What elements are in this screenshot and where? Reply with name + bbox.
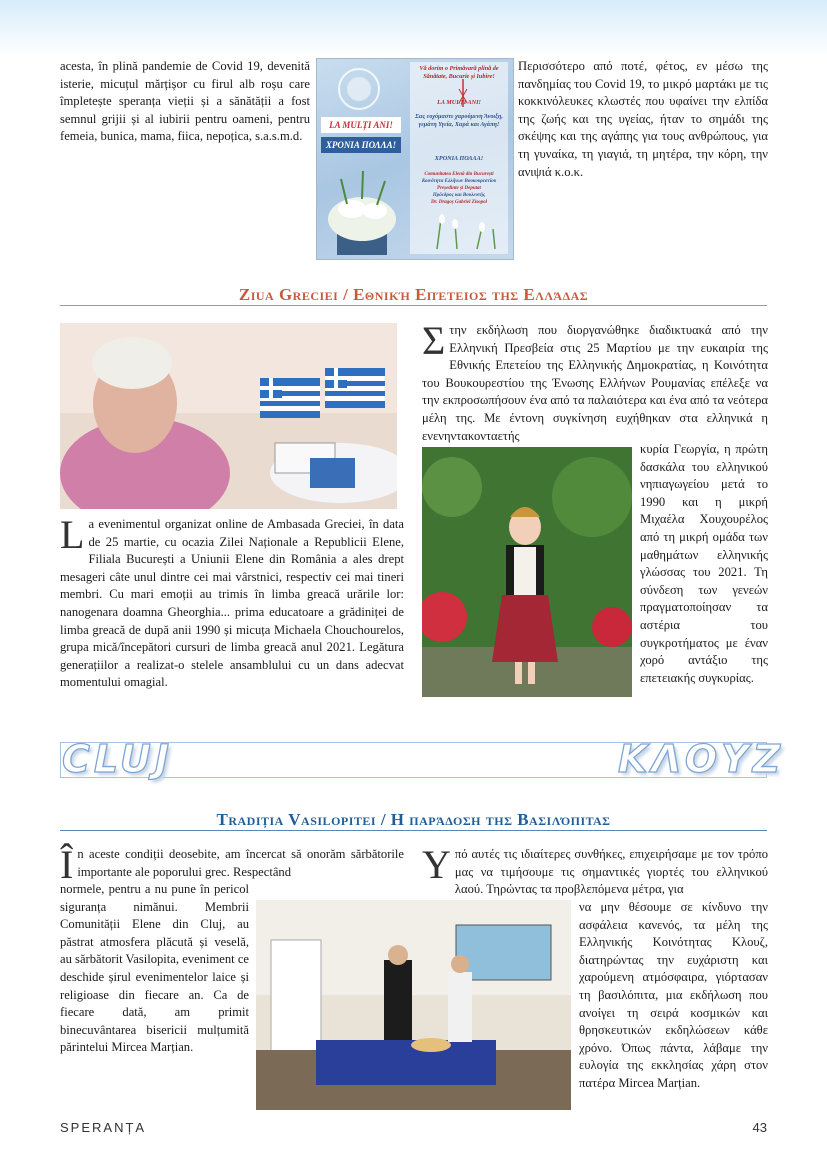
section1-ro-text: a evenimentul organizat online de Ambasada Greciei, în data de 25 martie, cu ocazia Zilei Naționale a Republicii Elene, Filiala București a Uniunii Elene din România a ales drept mesageri câte unul dintre cei mai vârstnici, respectiv cei mai tineri membri. Cu mari emoții au trimis în limba greacă urările lor: nanogenara doamna Gheorghia... prima educatoare a grădiniței de limba greacă de după anii 1990 și micuța Michaela Chouchourelos, grupa mică/începători cursuri de limba greacă anul 2021. Legătura generațiilor a realizat-o stelele ansamblului cu un dans adecvat momentului omagial. (60, 517, 404, 690)
section2-gr-paragraph-top (422, 842, 768, 899)
elderly-woman-illustration (60, 323, 397, 509)
section2-ro-text-top: n aceste condiții deosebite, am încercat să onorăm sărbătorile importante ale poporului grec. Respectând (77, 847, 404, 879)
card-signature-2: Κοινότητα Ελλήνων Βουκουρεστίου (421, 179, 497, 184)
section1-gr-paragraph-top (422, 318, 768, 445)
card-ro-wish: Vă dorim o Primăvară plină de Sănătate, Bucurie și Iubire! (419, 65, 499, 80)
card-signature-3: Președinte și Deputat (437, 186, 481, 191)
card-ribbon-ro: LA MULȚI ANI! (321, 117, 401, 133)
top-right-paragraph: Περισσότερο από ποτέ, φέτος, εν μέσω της πανδημίας του Covid 19, το μικρό μαρτάκι με τις κοκκινόλευκες κλωστές που υφαίνει την ελπίδα της ζωής και της υγείας, ήταν το σημάδι της σκέψης και της αγάπης για τους ανθρώπους, για τη γυναίκα, τη γιαγιά, τη μητέρα, την κόρη, την ανιψιά κ.ο.κ. (518, 59, 768, 179)
top-left-paragraph: acesta, în plină pandemie de Covid 19, devenită isterie, micuțul mărțișor cu firul alb roșu care împletește speranța vieții și a sănătății a fost semnul grijii și al iubirii pentru oameni, pentru femeia, bunica, mama, fiica, nepoțica, s.a.s.m.d. (60, 59, 310, 144)
dropcap-sigma: Σ (422, 318, 446, 363)
section-divider (60, 305, 767, 306)
section1-gr-text-top: την εκδήλωση που διοργανώθηκε διαδικτυακά από την Ελληνική Πρεσβεία στις 25 Μαρτίου με την ευκαιρία της Εθνικής Επετείου της Ελληνικής Δημοκρατίας, η Κοινότητα του Βουκουρεστίου της Ένωσης Ελλήνων Ρουμανίας επέλεξε να την εκπροσωπήσουν ένα από τα παλαιότερα και ένα από τα νεότερα μέλη της. Με έντονη συγκίνηση ευχήθηκαν στα ελληνικά η ενενηντακονταετής (422, 323, 768, 443)
card-signature-5: Dr. Dragoș Gabriel Zisopol (430, 200, 488, 205)
city-banner-ro: CLUJ (62, 737, 174, 781)
card-signature-1: Comunitatea Elenă din București (424, 172, 494, 177)
magazine-name: SPERANȚA (60, 1120, 147, 1135)
section-title-vasilopita: Tradiția Vasilopitei / Η παράδοση της Βασιλόπιτας (216, 810, 611, 829)
vasilopita-event-illustration (256, 900, 571, 1110)
card-gr-wish: Σας ευχόμαστε χαρούμενη Άνοιξη, γεμάτη Υγεία, Χαρά και Αγάπη! (415, 113, 503, 128)
dropcap-i: Î (60, 842, 74, 887)
page-number: 43 (752, 1120, 767, 1135)
section2-ro-paragraph-top (60, 842, 404, 887)
card-la-multi-ani: LA MULȚI ANI! (437, 99, 481, 106)
card-xronia-polla: ΧΡΟΝΙΑ ΠΟΛΛΑ! (434, 155, 484, 162)
section-divider (60, 830, 767, 831)
dropcap-l: L (60, 512, 85, 557)
greeting-card-image (316, 58, 514, 260)
section1-gr-paragraph-side: κυρία Γεωργία, η πρώτη δασκάλα του ελληνικού νηπιαγωγείου μετά το 1990 και η μικρή Μιχαέλα Χουχουρέλος από τη μικρή ομάδα των μαθημάτων ελληνικής γλώσσας του 2021. Τη σύνδεση των γενεών πραγματοποίησαν τα αστέρια του συγκροτήματος με έναν χορό αντάξιο της επετειακής συγκυρίας. (640, 442, 768, 685)
photo-girl-in-folk-costume (422, 447, 632, 697)
section2-ro-paragraph-side: normele, pentru a nu pune în pericol siguranța nimănui. Membrii Comunității Elene din Cluj, au păstrat atmosfera plăcută și veselă, au sărbătorit Vasilopita, eveniment ce deschide șirul evenimentelor laice și religioase din fiecare an. Ca de fiecare dată, am primit binecuvântarea bisericii mulțumită părintelui Mircea Marțian. (60, 882, 249, 1055)
card-ribbon-gr: ΧΡΟΝΙΑ ΠΟΛΛΑ! (321, 137, 401, 153)
top-gradient-band (0, 0, 827, 56)
section1-ro-paragraph (60, 512, 404, 692)
section-title-greek-national-day: Ziua Greciei / Εθνική Επέτειος της Ελλάδας (238, 285, 589, 304)
photo-vasilopita-blessing (256, 900, 571, 1110)
card-signature-4: Πρόεδρος και Βουλευτής (432, 193, 486, 198)
section2-gr-text-top: πό αυτές τις ιδιαίτερες συνθήκες, επιχειρήσαμε με τον τρόπο μας να τιμήσουμε τις σημαντικές γιορτές του ελληνικού λαού. Τηρώντας τα προβλεπόμενα μέτρα, για (454, 847, 768, 897)
city-banner-gr: ΚΛΟΥΖ (618, 737, 785, 781)
dropcap-upsilon: Υ (422, 842, 451, 887)
photo-elderly-woman-with-flags (60, 323, 397, 509)
girl-costume-illustration (422, 447, 632, 697)
section2-gr-paragraph-side: να μην θέσουμε σε κίνδυνο την ασφάλεια κανενός, τα μέλη της Ελληνικής Κοινότητας Κλουζ, διατηρώντας την ευχάριστη και χαρούμενη ατμόσφαιρα, γιόρτασαν τη βασιλόπιτα, μια εκδήλωση που ανοίγει τη σειρά κοσμικών και θρησκευτικών εκδηλώσεων κάθε χρόνο. Όπως πάντα, λάβαμε την ευλογία της εκκλησίας χάρη στον πατέρα Mircea Marțian. (579, 900, 768, 1090)
